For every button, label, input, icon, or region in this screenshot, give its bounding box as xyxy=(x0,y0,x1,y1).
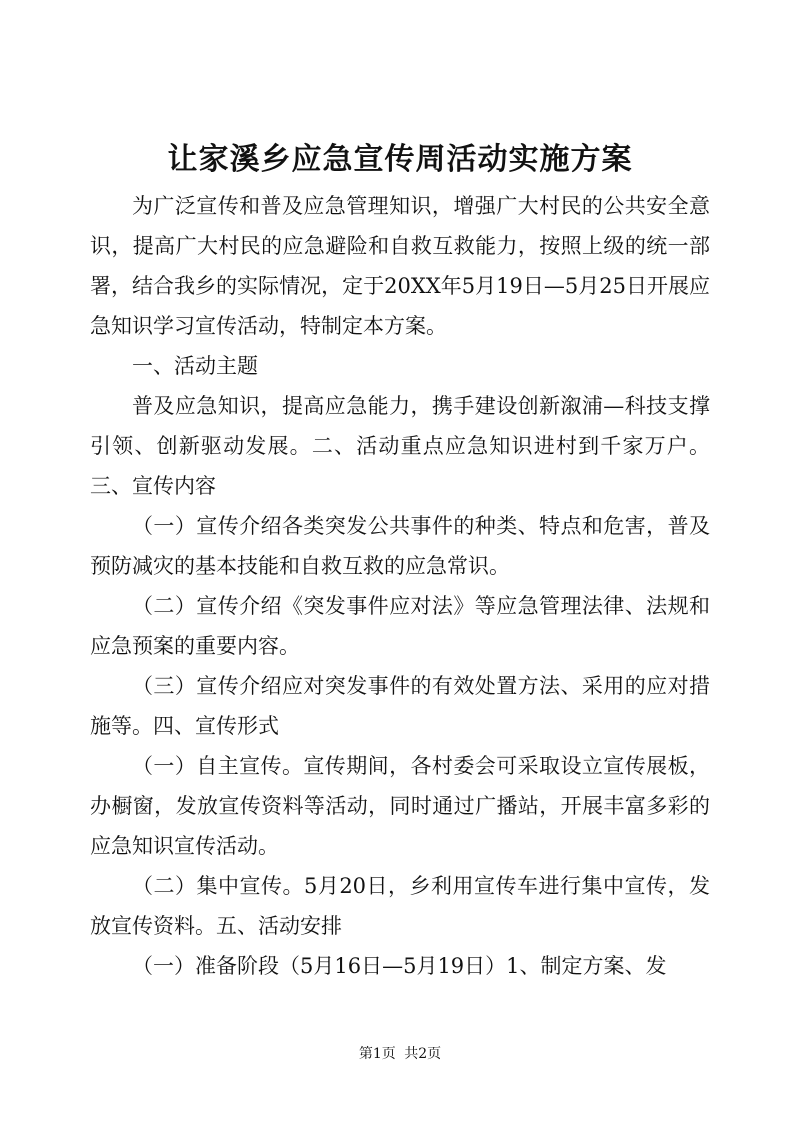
document-title: 让家溪乡应急宣传周活动实施方案 xyxy=(167,142,633,177)
paragraph-section-1-heading: 一、活动主题 xyxy=(132,354,258,378)
page-footer xyxy=(0,1044,800,1064)
document-body xyxy=(90,186,710,986)
page-number: 第1页 xyxy=(358,1046,396,1062)
paragraph-schedule-1: （一）准备阶段（5月16日—5月19日）1、制定方案、发 xyxy=(132,954,667,978)
paragraph-theme: 普及应急知识，提高应急能力，携手建设创新溆浦—科技支撑引领、创新驱动发展。二、活动重点应急知识进村到千家万户。三、宣传内容 xyxy=(90,394,710,498)
paragraph-form-1: （一）自主宣传。宣传期间，各村委会可采取设立宣传展板，办橱窗，发放宣传资料等活动，同时通过广播站，开展丰富多彩的应急知识宣传活动。 xyxy=(90,754,710,858)
paragraph-content-3: （三）宣传介绍应对突发事件的有效处置方法、采用的应对措施等。四、宣传形式 xyxy=(90,674,710,738)
paragraph-content-1: （一）宣传介绍各类突发公共事件的种类、特点和危害，普及预防减灾的基本技能和自救互救的应急常识。 xyxy=(90,514,710,578)
paragraph-form-2: （二）集中宣传。5月20日，乡利用宣传车进行集中宣传，发放宣传资料。五、活动安排 xyxy=(90,874,710,938)
paragraph-intro: 为广泛宣传和普及应急管理知识，增强广大村民的公共安全意识，提高广大村民的应急避险和自救互救能力，按照上级的统一部署，结合我乡的实际情况，定于20XX年5月19日—5月25日开展应急知识学习宣传活动，特制定本方案。 xyxy=(90,194,710,338)
paragraph-content-2: （二）宣传介绍《突发事件应对法》等应急管理法律、法规和应急预案的重要内容。 xyxy=(90,594,710,658)
page-total: 共2页 xyxy=(404,1046,442,1062)
